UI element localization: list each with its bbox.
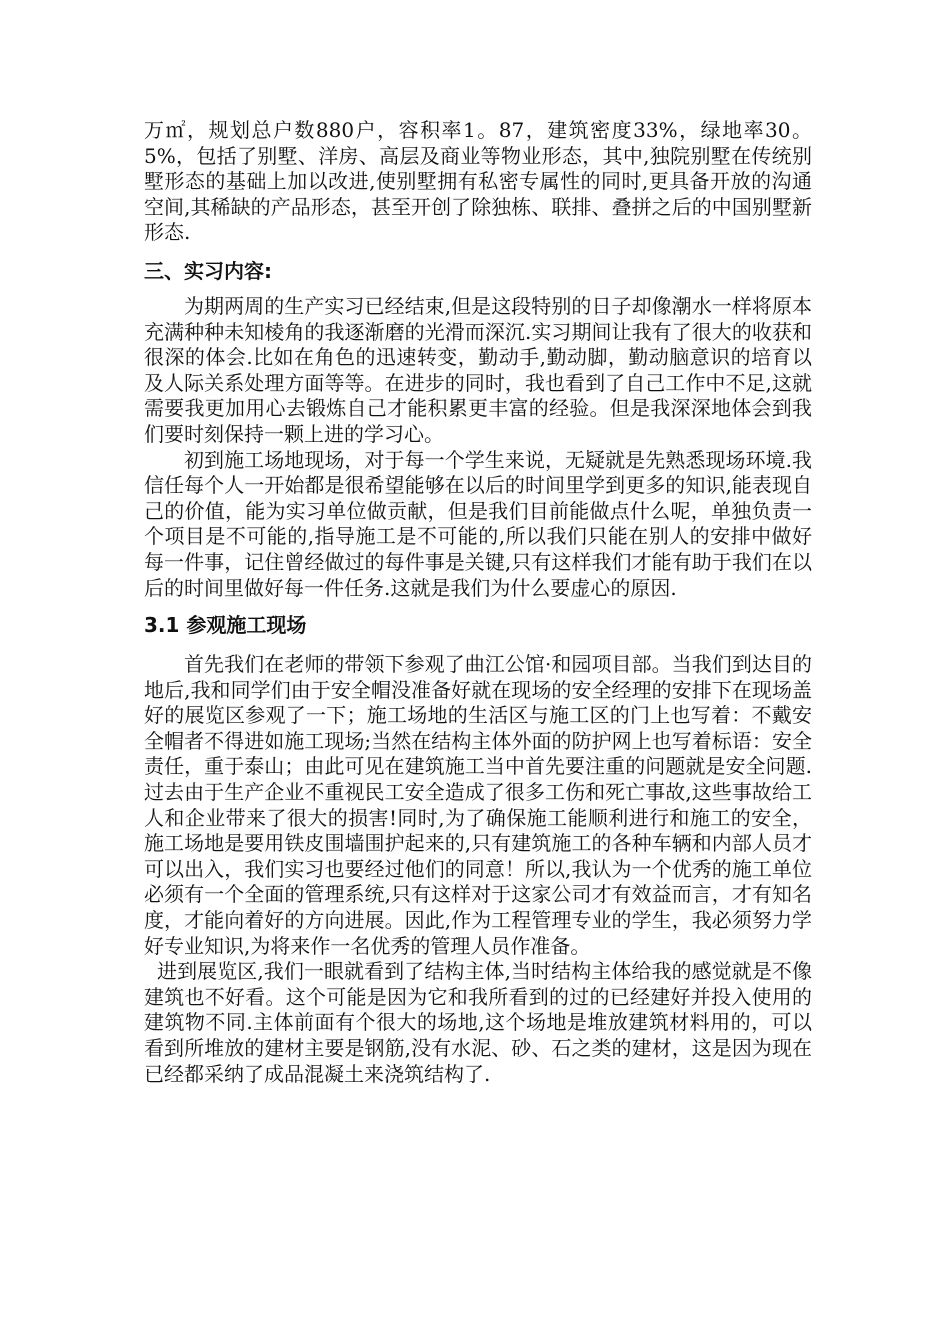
section-3-1-heading: 3.1 参观施工现场: [144, 613, 307, 638]
section-3-paragraph-2: 初到施工场地现场，对于每一个学生来说，无疑就是先熟悉现场环境.我信任每个人一开始都是很希望能够在以后的时间里学到更多的知识,能表现自己的价值，能为实习单位做贡献，但是我们目前能做点什么呢，单独负责一个项目是不可能的,指导施工是不可能的,所以我们只能在别人的安排中做好每一件事，记住曾经做过的每件事是关键,只有这样我们才能有助于我们在以后的时间里做好每一件任务.这就是我们为什么要虚心的原因.: [144, 447, 812, 600]
section-3-heading: 三、实习内容:: [144, 258, 272, 283]
section-3-1-paragraph-2: 进到展览区,我们一眼就看到了结构主体,当时结构主体给我的感觉就是不像建筑也不好看。这个可能是因为它和我所看到的过的已经建好并投入使用的建筑物不同.主体前面有个很大的场地,这个场地是堆放建筑材料用的，可以看到所堆放的建材主要是钢筋,没有水泥、砂、石之类的建材，这是因为现在已经都采纳了成品混凝土来浇筑结构了.: [144, 959, 812, 1086]
intro-continuation-paragraph: 万㎡，规划总户数880户，容积率1。87，建筑密度33%，绿地率30。5%，包括了别墅、洋房、高层及商业等物业形态，其中,独院别墅在传统别墅形态的基础上加以改进,使别墅拥有私密专属性的同时,更具备开放的沟通空间,其稀缺的产品形态，甚至开创了除独栋、联排、叠拼之后的中国别墅新形态.: [144, 118, 812, 245]
section-3-1-paragraph-1: 首先我们在老师的带领下参观了曲江公馆·和园项目部。当我们到达目的地后,我和同学们由于安全帽没准备好就在现场的安全经理的安排下在现场盖好的展览区参观了一下；施工场地的生活区与施工区的门上也写着：不戴安全帽者不得进如施工现场;当然在结构主体外面的防护网上也写着标语：安全责任，重于泰山；由此可见在建筑施工当中首先要注重的问题就是安全问题.过去由于生产企业不重视民工安全造成了很多工伤和死亡事故,这些事故给工人和企业带来了很大的损害!同时,为了确保施工能顺利进行和施工的安全，施工场地是要用铁皮围墙围护起来的,只有建筑施工的各种车辆和内部人员才可以出入，我们实习也要经过他们的同意！所以,我认为一个优秀的施工单位必须有一个全面的管理系统,只有这样对于这家公司才有效益而言，才有知名度，才能向着好的方向进展。因此,作为工程管理专业的学生，我必须努力学好专业知识,为将来作一名优秀的管理人员作准备。: [144, 652, 812, 958]
section-3-paragraph-1: 为期两周的生产实习已经结束,但是这段特别的日子却像潮水一样将原本充满种种未知棱角的我逐渐磨的光滑而深沉.实习期间让我有了很大的收获和很深的体会.比如在角色的迅速转变，勤动手,勤动脚，勤动脑意识的培育以及人际关系处理方面等等。在进步的同时，我也看到了自己工作中不足,这就需要我更加用心去锻炼自己才能积累更丰富的经验。但是我深深地体会到我们要时刻保持一颗上进的学习心。: [144, 293, 812, 446]
document-page: [144, 118, 812, 1087]
